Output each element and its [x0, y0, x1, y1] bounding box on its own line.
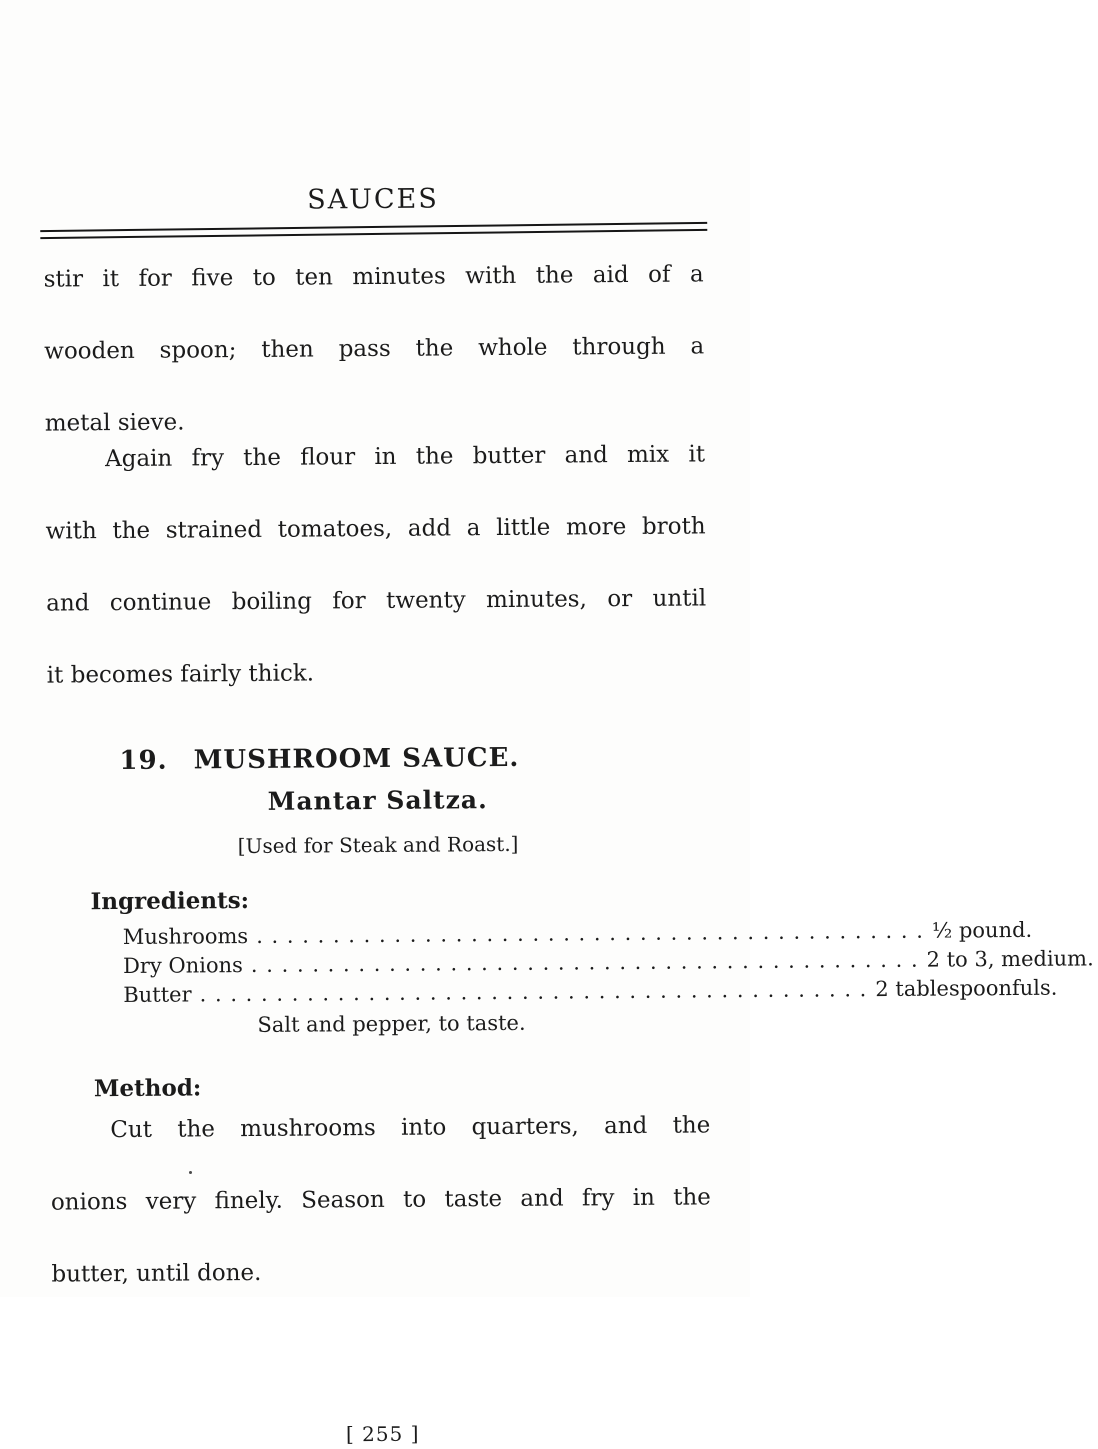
method-label: Method: — [93, 1074, 202, 1103]
text-line: Cut the mushrooms into quarters, and the — [110, 1112, 711, 1144]
recipe-usage-note: [Used for Steak and Roast.] — [237, 831, 519, 859]
recipe-heading — [0, 741, 650, 778]
dot-leader — [199, 975, 867, 1009]
recipe-title: MUSHROOM SAUCE. — [193, 742, 520, 776]
text-line: stir it for five to ten minutes with the aid of a — [43, 261, 704, 293]
text-line: wooden spoon; then pass the whole through a — [44, 333, 705, 365]
recipe-subtitle: Mantar Saltza. — [267, 785, 488, 816]
text-line: onions very finely. Season to taste and fry in the — [50, 1184, 711, 1216]
ingredients-list — [122, 917, 1094, 1041]
scan-artifact-dot — [189, 1171, 192, 1174]
recipe-number: 19. — [119, 745, 168, 777]
ingredient-name: Dry Onions — [122, 953, 243, 978]
ingredient-amount: 2 tablespoonfuls. — [875, 975, 1058, 1002]
ingredients-label: Ingredients: — [90, 886, 250, 916]
double-rule-divider — [40, 222, 707, 239]
intro-paragraph-1 — [44, 256, 705, 441]
ingredient-name: Butter — [123, 982, 192, 1007]
method-paragraph — [50, 1107, 711, 1292]
intro-paragraph-2 — [45, 436, 707, 693]
ingredient-row — [122, 917, 1033, 952]
page-number: [ 255 ] — [345, 1421, 420, 1447]
text-line: with the strained tomatoes, add a little more broth — [45, 513, 706, 545]
ingredients-note: Salt and pepper, to taste. — [257, 1010, 526, 1037]
running-head: SAUCES — [307, 183, 439, 216]
ingredient-row — [123, 975, 1058, 1010]
text-line: it becomes fairly thick. — [46, 660, 315, 689]
ingredient-amount: 2 to 3, medium. — [926, 946, 1094, 972]
text-line: metal sieve. — [44, 409, 185, 437]
text-line: Again fry the flour in the butter and mix it — [104, 441, 706, 473]
text-line: butter, until done. — [51, 1259, 262, 1288]
ingredient-row — [122, 946, 1094, 981]
text-line: and continue boiling for twenty minutes, or until — [46, 585, 707, 617]
ingredient-amount: ½ pound. — [931, 917, 1033, 943]
ingredient-name: Mushrooms — [122, 924, 249, 949]
